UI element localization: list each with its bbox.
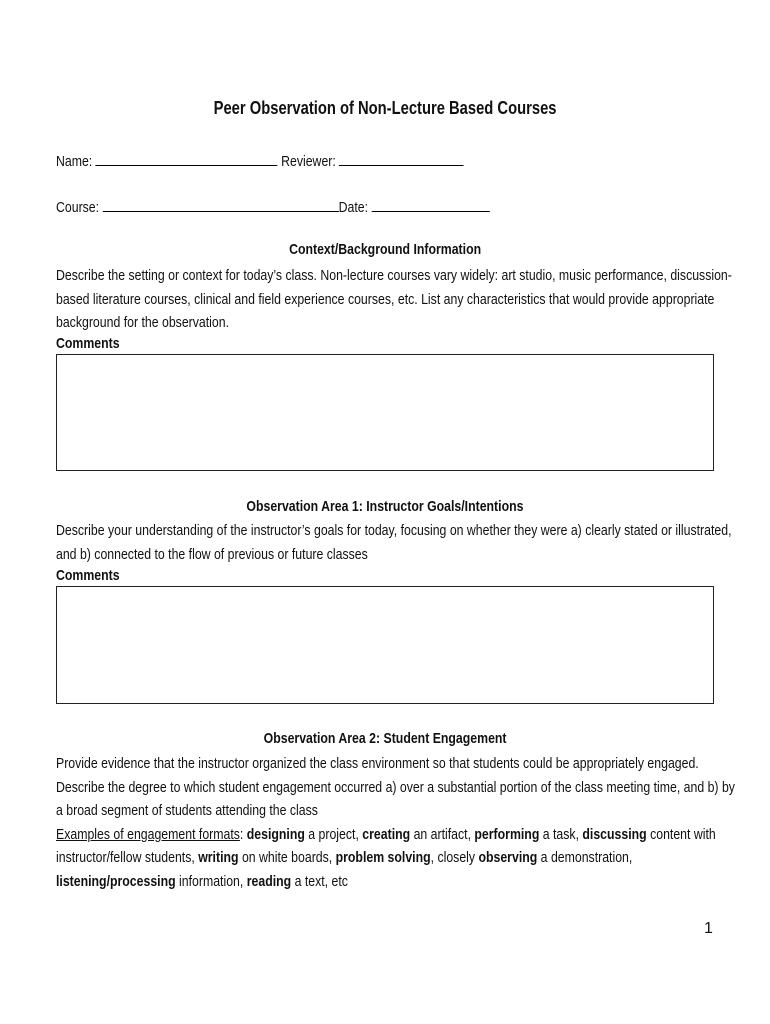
date-blank[interactable]: [371, 196, 489, 212]
context-heading: Context/Background Information: [288, 241, 482, 258]
area2-heading: Observation Area 2: Student Engagement: [263, 730, 507, 747]
context-comments-box[interactable]: [56, 354, 714, 471]
engagement-examples-line1: Examples of engagement formats: designing a project, creating an artifact, performing a task, discussing content with: [56, 825, 716, 843]
engagement-examples-line2: instructor/fellow students, writing on white boards, problem solving, closely observing a demonstration,: [56, 849, 633, 866]
area1-comments-box[interactable]: [56, 586, 714, 704]
reviewer-label: Reviewer:: [281, 153, 336, 170]
page-number: 1: [704, 920, 713, 937]
area1-comments-label: Comments: [56, 567, 120, 584]
course-blank[interactable]: [102, 196, 338, 212]
name-field[interactable]: [56, 150, 553, 170]
page-title: Peer Observation of Non-Lecture Based Courses: [213, 98, 557, 118]
context-comments-label: Comments: [56, 335, 120, 352]
course-label: Course:: [56, 199, 100, 216]
area1-heading: Observation Area 1: Instructor Goals/Intentions: [246, 498, 524, 515]
area1-description: Describe your understanding of the instructor’s goals for today, focusing on whether they were a) clearly stated or illustrated, and b) connected to the flow of previous or future classes: [56, 522, 732, 563]
engagement-examples-line3: listening/processing information, reading a text, etc: [56, 872, 348, 890]
date-label: Date:: [338, 199, 369, 216]
name-label: Name:: [56, 153, 93, 170]
reviewer-blank[interactable]: [339, 150, 464, 166]
name-blank[interactable]: [96, 150, 278, 166]
course-field[interactable]: [56, 196, 585, 216]
area2-description: Provide evidence that the instructor organized the class environment so that students could be appropriately engaged. Describe the degree to which student engagement occurred a) over a substantial portion of the class meeting time, and b) by a broad segment of students attending the class Examples of engagement formats: designing a project, creating an artifact, performing a task, discussing content with instructor/fellow students, writing on white boards, problem solving, closely observing a demonstration, listening/processing information, reading a text, etc: [56, 752, 712, 893]
context-description: Describe the setting or context for today’s class. Non-lecture courses vary widely: art studio, music performance, discussion- based literature courses, clinical and field experience courses, etc. List any characteristics that would provide appropriate background for the observation.: [56, 267, 732, 331]
